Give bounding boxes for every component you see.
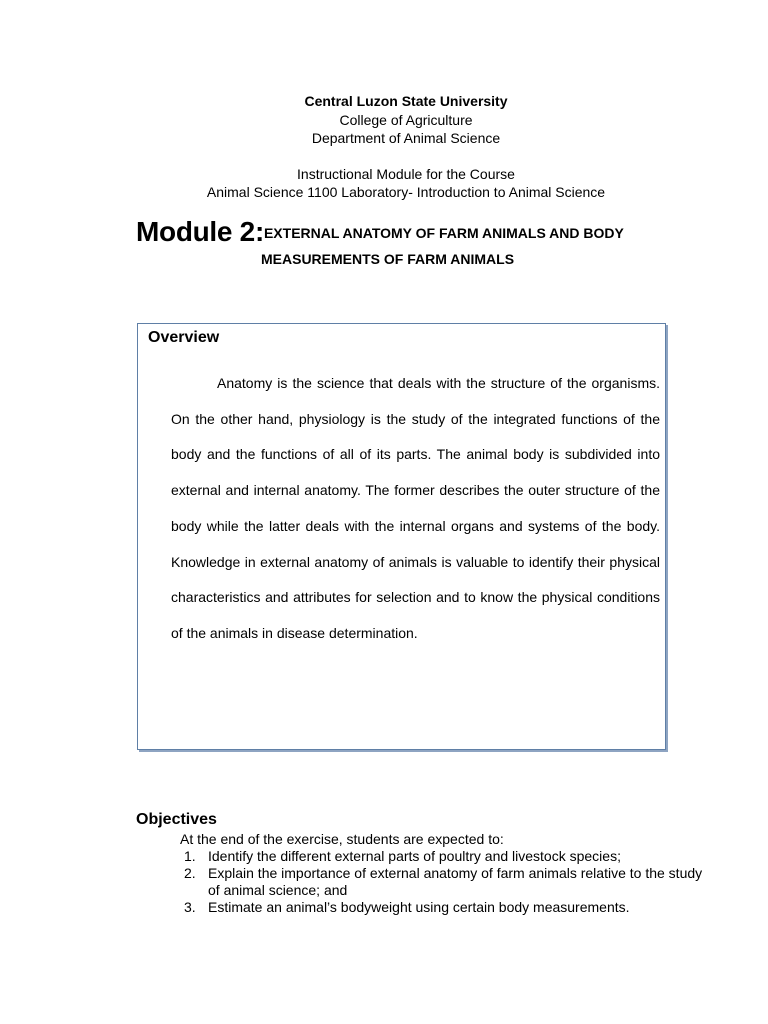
college-name: College of Agriculture (339, 111, 473, 128)
overview-box (137, 323, 666, 750)
document-header (0, 92, 768, 202)
list-item (184, 865, 716, 899)
module-purpose: Instructional Module for the Course (297, 165, 515, 182)
objectives-intro: At the end of the exercise, students are expected to: (180, 831, 504, 847)
module-label: Module 2: (136, 216, 264, 247)
overview-heading: Overview (148, 329, 220, 346)
department-name: Department of Animal Science (311, 130, 501, 146)
objectives-list (184, 848, 716, 916)
list-item-text: Explain the importance of external anatomy of farm animals relative to the study of animal science; and (208, 865, 703, 898)
university-name: Central Luzon State University (304, 93, 508, 109)
objectives-heading: Objectives (136, 811, 217, 828)
module-title (136, 216, 696, 267)
list-item-number: 3. (184, 899, 196, 915)
course-name: Animal Science 1100 Laboratory- Introduction to Animal Science (206, 184, 606, 200)
overview-paragraph: Anatomy is the science that deals with the structure of the organisms. On the other hand, physiology is the study of the integrated functions of the body and the functions of all of its parts. The animal body is subdivided into external and internal anatomy. The former describes the outer structure of the body while the latter deals with the internal organs and systems of the body. Knowledge in external anatomy of animals is valuable to identify their physical characteristics and attributes for selection and to know the physical conditions of the animals in disease determination. (171, 375, 660, 641)
module-name-line2: MEASUREMENTS OF FARM ANIMALS (261, 251, 515, 267)
module-name-line1: EXTERNAL ANATOMY OF FARM ANIMALS AND BODY (263, 225, 624, 241)
list-item-text: Identify the different external parts of poultry and livestock species; (208, 848, 621, 864)
list-item-number: 1. (184, 848, 196, 864)
list-item (184, 899, 716, 916)
list-item-text: Estimate an animal’s bodyweight using certain body measurements. (208, 899, 630, 915)
list-item (184, 848, 716, 865)
list-item-number: 2. (184, 865, 196, 881)
objectives-section (136, 810, 716, 916)
